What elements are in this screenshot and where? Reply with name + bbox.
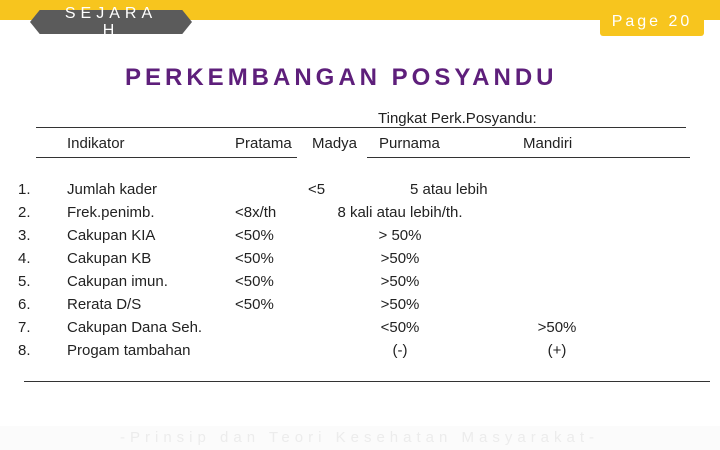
cell-ind: Rerata D/S (67, 296, 142, 313)
cell-purnama: > 50% (378, 227, 422, 244)
cell-pratama: <50% (235, 296, 274, 313)
cell-ind: Frek.penimb. (67, 204, 155, 221)
header-rule-left (36, 157, 297, 158)
table-top-rule (36, 127, 686, 128)
col-header-purnama: Purnama (379, 135, 440, 152)
cell-num: 3. (18, 227, 31, 244)
cell-purnama: 5 atau lebih (410, 181, 488, 198)
cell-pratama: <8x/th (235, 204, 277, 221)
cell-ind: Jumlah kader (67, 181, 158, 198)
slide-title: PERKEMBANGAN POSYANDU (125, 64, 558, 91)
header-rule-right (367, 157, 690, 158)
page-number-label: Page 20 (611, 13, 693, 30)
cell-purnama: (-) (392, 342, 408, 359)
cell-purnama: <50% (380, 319, 420, 336)
cell-num: 1. (18, 181, 31, 198)
cell-purnama: >50% (380, 250, 420, 267)
cell-mandiri: (+) (547, 342, 567, 359)
cell-mandiri: >50% (537, 319, 577, 336)
cell-ind: Cakupan KB (67, 250, 152, 267)
cell-num: 7. (18, 319, 31, 336)
cell-ind: Cakupan KIA (67, 227, 156, 244)
col-header-pratama: Pratama (235, 135, 292, 152)
cell-num: 4. (18, 250, 31, 267)
level-header: Tingkat Perk.Posyandu: (378, 110, 537, 127)
section-tab-label: SEJARA H (64, 5, 158, 39)
cell-pratama: <50% (235, 227, 274, 244)
col-header-mandiri: Mandiri (523, 135, 573, 152)
cell-purnama: 8 kali atau lebih/th. (337, 204, 463, 221)
cell-purnama: >50% (380, 273, 420, 290)
cell-ind: Cakupan Dana Seh. (67, 319, 203, 336)
col-header-madya: Madya (312, 135, 358, 152)
cell-num: 6. (18, 296, 31, 313)
table-bottom-rule (24, 381, 710, 382)
cell-pratama: <50% (235, 250, 274, 267)
col-header-indikator: Indikator (67, 135, 125, 152)
cell-num: 2. (18, 204, 31, 221)
cell-purnama: >50% (380, 296, 420, 313)
cell-num: 8. (18, 342, 31, 359)
cell-madya: <5 (308, 181, 326, 198)
cell-num: 5. (18, 273, 31, 290)
cell-ind: Cakupan imun. (67, 273, 168, 290)
cell-ind: Progam tambahan (67, 342, 191, 359)
cell-pratama: <50% (235, 273, 274, 290)
footer-text: -Prinsip dan Teori Kesehatan Masyarakat- (120, 429, 600, 446)
